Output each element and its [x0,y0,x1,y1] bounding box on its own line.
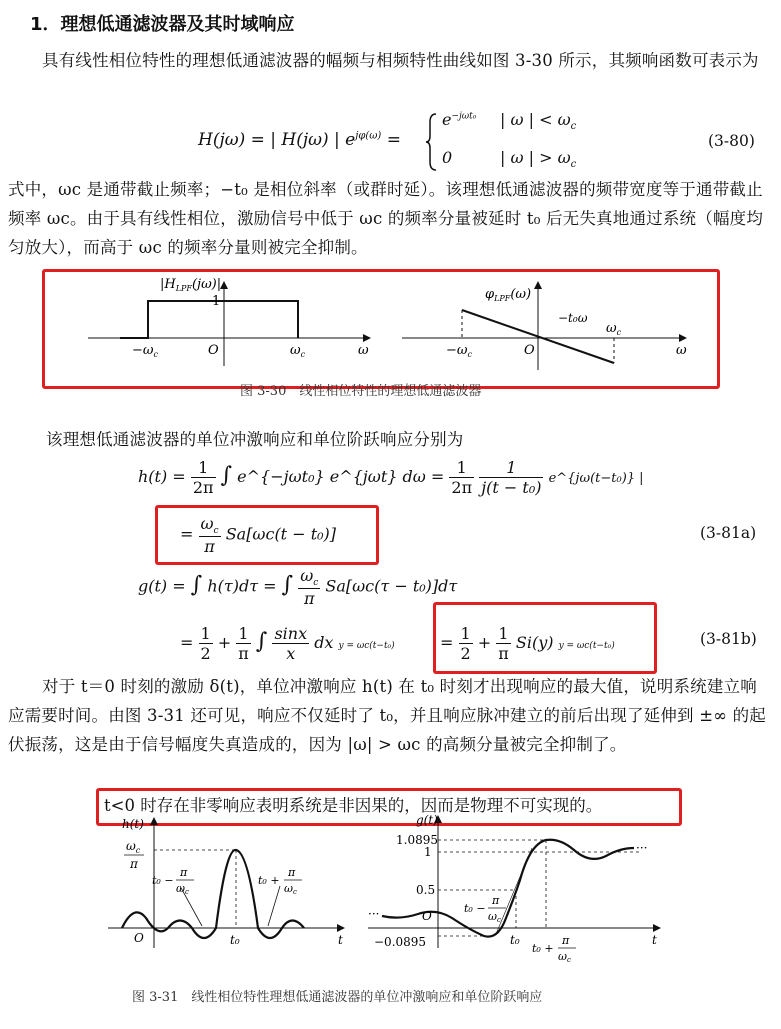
h-right-frac-num: π [288,866,296,879]
left-brace [424,112,440,172]
phase-pos-wc: $\omega_c$ [606,321,622,337]
g-lhs: g(t) = [138,576,186,596]
phase-neg-wc: $-\omega_c$ [446,343,472,359]
g-t0-plus: t₀ + [532,942,554,955]
eq-tag-3-81b: (3-81b) [700,630,757,648]
g-left-dots: ··· [368,907,380,921]
g-ylabel: g(t) [416,813,438,827]
h-t-label: t [338,933,343,947]
h-tail: e^{jω(t−t₀)} | [548,471,644,486]
g-eval-2: y = ωc(t−t₀) [558,641,615,651]
eq-3-80-lhs-sup: jφ(ω) [355,130,382,142]
h-origin: O [134,931,144,945]
section-title: 1．理想低通滤波器及其时域响应 [30,14,295,35]
g-one-label: 1 [424,845,432,859]
g-max-label: 1.0895 [396,833,438,847]
phase-ylabel: $\varphi_{LPF}(\omega)$ [485,287,532,303]
h-right-frac-den: ωc [284,882,297,896]
causality-sentence: t<0 时存在非零响应表明系统是非因果的，因而是物理不可实现的。 [104,796,603,815]
eq-3-81b-result: = $\frac{1}{2}$ + $\frac{1}{\pi}$ Si(y) y = ωc(t−t₀) [440,624,615,663]
h-integrand: e^{−jωt₀} e^{jωt} dω = [237,467,445,486]
mag-level-1: 1 [212,294,221,309]
equation-3-80: H(jω) = | H(jω) | $e^{j\varphi(\omega)}$ = $e^{-j\omega t_0}$ | ω | < $\omega_c$ 0 | ω | > $\omega_c$ (3-80) [198,110,755,171]
eq-3-81a-line1: h(t) = $\frac{1}{2\pi}$ ∫ e^{−jωt₀} e^{jωt} dω = $\frac{1}{2\pi}$ $\frac{1}{\text{j(t − t₀)}}$ e^{jω(t−t₀)} | [138,458,644,497]
case1-condition: | ω | < ω [500,110,571,129]
g-slope-line [496,848,532,934]
phase-slope-label: −t₀ω [558,311,588,325]
case2-condition: | ω | > ω [500,148,571,167]
figure-3-30 [80,274,700,378]
h-curve [122,850,304,938]
h-peak-den: π [130,857,138,871]
explain-paragraph: 式中，ωc 是通带截止频率；−t₀ 是相位斜率（或群时延）。该理想低通滤波器的频带宽度等于通带截止频率 ωc。由于具有线性相位，激励信号中低于 ωc 的频率分量被延时 t₀ 后无失真地通过系统（幅度均匀放大），而高于 ωc 的频率分量则被完全抑制。 [8,180,764,257]
g-sinx: sinx [274,624,308,643]
g-t0-minus: t₀ − [464,902,486,915]
case1-sup: −jωt₀ [451,111,477,122]
g-min-label: −0.0895 [374,935,427,949]
h-right-leader [268,886,280,926]
g-t-label: t [652,933,657,947]
h-left-frac-den: ωc [176,882,189,896]
figure-3-31 [100,808,680,976]
g-eval-1: y = ωc(t−t₀) [338,641,395,651]
response-intro: 该理想低通滤波器的单位冲激响应和单位阶跃响应分别为 [46,430,464,449]
t0-paragraph: 对于 t＝0 时刻的激励 δ(t)，单位冲激响应 h(t) 在 t₀ 时刻才出现响应的最大值，说明系统建立响应需要时间。由图 3-31 还可见，响应不仅延时了 t₀，并且响应脉冲建立的前后出现了延伸到 ±∞ 的起伏振荡，这是由于信号幅度失真造成的，因为 |ω| > ωc 的高频分量被完全抑制了。 [8,677,767,754]
case1-sub: c [570,121,577,133]
h-peak-num: $\omega_c$ [126,839,141,855]
g-plus-frac-num: π [562,934,570,947]
phase-origin: O [524,343,535,358]
phase-xlabel: ω [676,343,687,358]
mag-neg-wc: $-\omega_c$ [132,343,158,359]
h-lhs: h(t) = [138,467,186,486]
mag-response-curve [120,301,298,338]
g-half-label: 0.5 [416,883,436,897]
h-ylabel: h(t) [122,817,144,831]
mag-pos-wc: $\omega_c$ [290,343,306,359]
eq-3-81b-line2: = $\frac{1}{2}$ + $\frac{1}{\pi}$ ∫ $\frac{\sin x}{x}$ dx y = ωc(t−t₀) [180,624,395,663]
mag-xlabel: ω [358,343,369,358]
caption-fig-3-31: 图 3-31 线性相位特性理想低通滤波器的单位冲激响应和单位阶跃响应 [132,990,543,1005]
eq-tag-3-80: (3-80) [708,132,755,150]
g-si: Si(y) [515,633,554,652]
g-origin: O [422,909,432,923]
h-t0-tick: t₀ [230,933,240,947]
intro-paragraph: 具有线性相位特性的理想低通滤波器的幅频与相频特性曲线如图 3-30 所示，其频响函数可表示为 [42,51,759,70]
g-plus-frac-den: ωc [558,950,571,964]
eq-tag-3-81a: (3-81a) [700,524,757,542]
eq-3-80-lhs: H(jω) = | H(jω) | e [198,130,356,150]
g-frac-num: π [492,894,500,907]
h-left-frac-num: π [180,866,188,879]
g-right-dots: ··· [636,841,648,855]
h-t0-minus: t₀ − [152,874,174,887]
caption-fig-3-30: 图 3-30 线性相位特性的理想低通滤波器 [240,384,482,399]
g-mid: h(τ)dτ = [207,576,277,596]
case2-value: 0 [442,148,453,167]
h-t0-plus: t₀ + [258,874,280,887]
h-sa-result: Sa[ωc(t − t₀)] [225,524,337,544]
g-t0-tick: t₀ [510,933,520,947]
eq-3-81b-line1: g(t) = ∫ h(τ)dτ = ∫ $\frac{\omega_c}{\pi}$ Sa[ωc(τ − t₀)]dτ [138,566,458,609]
eq-3-81a-line2: = $\frac{\omega_c}{\pi}$ Sa[ωc(t − t₀)] [180,514,337,557]
mag-origin: O [208,343,219,358]
mag-ylabel: $|H_{LPF}(j\omega)|$ [160,277,222,293]
case1-value: e [442,110,452,129]
case2-sub: c [570,159,577,171]
g-frac-den: ωc [488,910,501,924]
g-rhs: Sa[ωc(τ − t₀)]dτ [325,576,458,596]
